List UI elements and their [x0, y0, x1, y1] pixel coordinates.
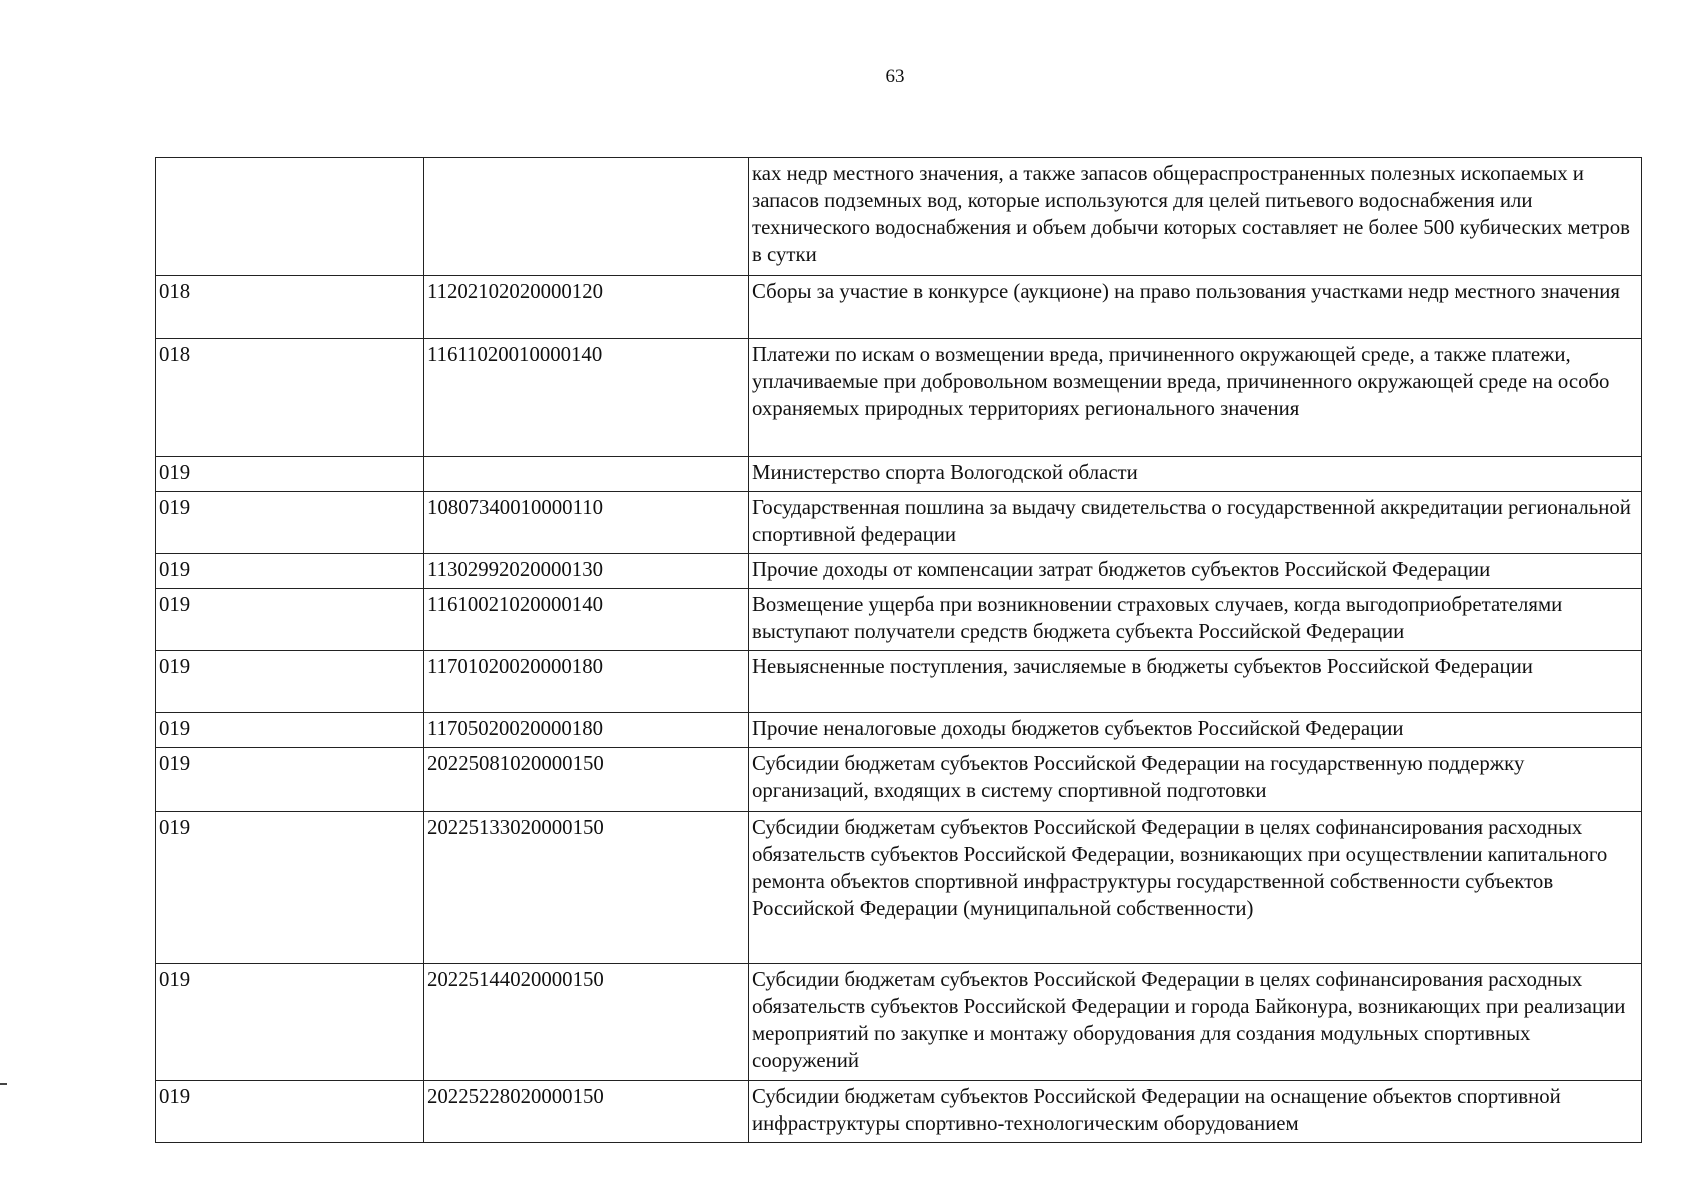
revenue-code-cell: 10807340010000110	[424, 492, 749, 554]
revenue-name-cell: Субсидии бюджетам субъектов Российской Федерации на государственную поддержку организаций, входящих в систему спортивной подготовки	[749, 748, 1642, 812]
revenue-code-cell: 11611020010000140	[424, 339, 749, 457]
revenue-name-cell: Субсидии бюджетам субъектов Российской Федерации в целях софинансирования расходных обязательств субъектов Российской Федерации, возникающих при осуществлении капитального ремонта объектов спортивной инфраструктуры государственной собственности субъектов Российской Федерации (муниципальной собственности)	[749, 812, 1642, 964]
admin-code-cell: 019	[156, 457, 424, 492]
revenue-name-cell: Возмещение ущерба при возникновении страховых случаев, когда выгодоприобретателями выступают получатели средств бюджета субъекта Российской Федерации	[749, 589, 1642, 651]
table-row	[156, 812, 1642, 964]
revenue-code-cell	[424, 457, 749, 492]
revenue-name-cell: ках недр местного значения, а также запасов общераспространенных полезных ископаемых и запасов подземных вод, которые используются для целей питьевого водоснабжения или технического водоснабжения и объем добычи которых составляет не более 500 кубических метров в сутки	[749, 158, 1642, 276]
revenue-code-cell: 11701020020000180	[424, 651, 749, 713]
admin-code-cell: 019	[156, 651, 424, 713]
revenue-codes-table	[155, 157, 1642, 1143]
admin-code-cell: 019	[156, 554, 424, 589]
admin-code-cell: 019	[156, 492, 424, 554]
admin-code-cell: 019	[156, 964, 424, 1081]
admin-code-cell: 019	[156, 713, 424, 748]
revenue-code-cell	[424, 158, 749, 276]
table-body	[156, 158, 1642, 1143]
revenue-code-cell: 20225081020000150	[424, 748, 749, 812]
admin-code-cell	[156, 158, 424, 276]
admin-code-cell: 018	[156, 276, 424, 339]
table-row	[156, 964, 1642, 1081]
table-row	[156, 158, 1642, 276]
revenue-code-cell: 20225228020000150	[424, 1081, 749, 1143]
scan-edge-mark	[0, 1083, 7, 1085]
table-row	[156, 589, 1642, 651]
revenue-name-cell: Прочие доходы от компенсации затрат бюджетов субъектов Российской Федерации	[749, 554, 1642, 589]
revenue-name-cell: Государственная пошлина за выдачу свидетельства о государственной аккредитации региональной спортивной федерации	[749, 492, 1642, 554]
table-row	[156, 492, 1642, 554]
revenue-name-cell: Субсидии бюджетам субъектов Российской Федерации в целях софинансирования расходных обязательств субъектов Российской Федерации и города Байконура, возникающих при реализации мероприятий по закупке и монтажу оборудования для создания модульных спортивных сооружений	[749, 964, 1642, 1081]
table-row	[156, 713, 1642, 748]
admin-code-cell: 019	[156, 748, 424, 812]
revenue-name-cell: Министерство спорта Вологодской области	[749, 457, 1642, 492]
revenue-name-cell: Платежи по искам о возмещении вреда, причиненного окружающей среде, а также платежи, уплачиваемые при добровольном возмещении вреда, причиненного окружающей среде на особо охраняемых природных территориях регионального значения	[749, 339, 1642, 457]
table-row	[156, 554, 1642, 589]
revenue-name-cell: Прочие неналоговые доходы бюджетов субъектов Российской Федерации	[749, 713, 1642, 748]
admin-code-cell: 019	[156, 812, 424, 964]
page-number: 63	[885, 66, 905, 87]
admin-code-cell: 018	[156, 339, 424, 457]
table-row	[156, 276, 1642, 339]
revenue-code-cell: 11302992020000130	[424, 554, 749, 589]
table-row	[156, 339, 1642, 457]
revenue-code-cell: 11705020020000180	[424, 713, 749, 748]
revenue-code-cell: 20225133020000150	[424, 812, 749, 964]
table-row	[156, 748, 1642, 812]
table-row	[156, 651, 1642, 713]
revenue-name-cell: Сборы за участие в конкурсе (аукционе) на право пользования участками недр местного значения	[749, 276, 1642, 339]
revenue-code-cell: 20225144020000150	[424, 964, 749, 1081]
admin-code-cell: 019	[156, 1081, 424, 1143]
table-row	[156, 457, 1642, 492]
revenue-code-cell: 11610021020000140	[424, 589, 749, 651]
revenue-code-cell: 11202102020000120	[424, 276, 749, 339]
table-row	[156, 1081, 1642, 1143]
revenue-name-cell: Невыясненные поступления, зачисляемые в бюджеты субъектов Российской Федерации	[749, 651, 1642, 713]
revenue-name-cell: Субсидии бюджетам субъектов Российской Федерации на оснащение объектов спортивной инфраструктуры спортивно-технологическим оборудованием	[749, 1081, 1642, 1143]
admin-code-cell: 019	[156, 589, 424, 651]
